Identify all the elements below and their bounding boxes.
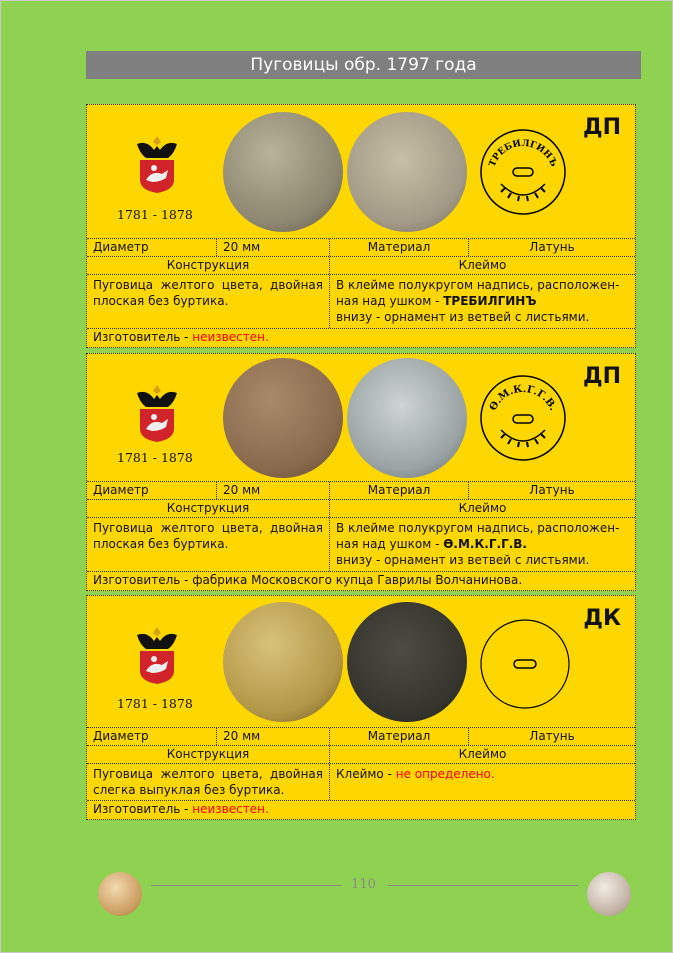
coin-front-photo xyxy=(223,602,343,722)
coin-front-photo xyxy=(223,358,343,478)
maker-label: Изготовитель - xyxy=(93,802,193,816)
material-label: Материал xyxy=(330,239,469,256)
year-range: 1781 - 1878 xyxy=(117,450,193,465)
coat-of-arms-icon xyxy=(132,623,182,685)
diameter-value: 20 мм xyxy=(217,728,330,745)
stamp-text: ТРЕБИЛГИНЪ xyxy=(487,138,559,169)
mark-header: Клеймо xyxy=(458,747,507,761)
page-title: Пуговицы обр. 1797 года xyxy=(86,51,641,79)
stamp-text: Ѳ.М.К.Г.Г.В. xyxy=(487,383,559,413)
year-range: 1781 - 1878 xyxy=(117,207,193,222)
footer-coin-right-icon xyxy=(587,872,631,916)
maker-label: Изготовитель - xyxy=(93,330,193,344)
specs-row xyxy=(87,239,635,257)
page-number: 110 xyxy=(351,877,376,892)
button-card xyxy=(86,353,636,591)
card-images xyxy=(87,105,635,239)
maker-row xyxy=(87,329,635,347)
material-label: Материал xyxy=(330,482,469,499)
coat-of-arms-icon xyxy=(132,381,182,443)
construction-text: Пуговица желтого цвета, двойная плоская без буртика. xyxy=(87,275,330,328)
footer-coin-left-icon xyxy=(98,872,142,916)
section-header-row xyxy=(87,500,635,518)
section-header-row xyxy=(87,746,635,764)
diameter-label: Диаметр xyxy=(87,239,217,256)
construction-text: Пуговица желтого цвета, двойная слегка выпуклая без буртика. xyxy=(87,764,330,800)
mark-undetermined: не определено. xyxy=(395,767,495,781)
material-label: Материал xyxy=(330,728,469,745)
section-header-row xyxy=(87,257,635,275)
coin-back-photo xyxy=(347,112,467,232)
mark-stamp-drawing xyxy=(479,618,571,710)
footer-divider xyxy=(151,885,341,886)
maker-value: фабрика Московского купца Гаврилы Волчанинова. xyxy=(192,573,523,587)
description-row xyxy=(87,275,635,329)
description-row xyxy=(87,518,635,572)
year-range: 1781 - 1878 xyxy=(117,696,193,711)
coin-back-photo xyxy=(347,602,467,722)
card-images xyxy=(87,596,635,728)
button-card xyxy=(86,104,636,348)
material-value: Латунь xyxy=(529,729,575,743)
mark-header: Клеймо xyxy=(458,258,507,272)
mark-stamp-drawing xyxy=(479,374,567,462)
material-value: Латунь xyxy=(529,483,575,497)
diameter-label: Диаметр xyxy=(87,728,217,745)
card-images xyxy=(87,354,635,482)
material-value: Латунь xyxy=(529,240,575,254)
mark-description: Клеймо - xyxy=(336,767,396,781)
mark-stamp-drawing xyxy=(479,128,567,216)
specs-row xyxy=(87,482,635,500)
mark-ornament: внизу - орнамент из ветвей с листьями. xyxy=(336,553,590,567)
coin-back-photo xyxy=(347,358,467,478)
description-row xyxy=(87,764,635,801)
footer-divider xyxy=(388,885,578,886)
maker-label: Изготовитель - xyxy=(93,573,193,587)
mark-header: Клеймо xyxy=(458,501,507,515)
construction-text: Пуговица желтого цвета, двойная плоская без буртика. xyxy=(87,518,330,571)
button-card xyxy=(86,595,636,820)
mark-description: В клейме полукругом надпись, расположен-ная над ушком - xyxy=(336,278,620,308)
maker-row xyxy=(87,801,635,819)
mark-ornament: внизу - орнамент из ветвей с листьями. xyxy=(336,310,590,324)
diameter-value: 20 мм xyxy=(217,482,330,499)
maker-row xyxy=(87,572,635,590)
construction-header: Конструкция xyxy=(87,746,330,763)
button-type-badge: ДК xyxy=(583,606,621,631)
construction-header: Конструкция xyxy=(87,257,330,274)
button-type-badge: ДП xyxy=(582,115,621,140)
mark-inscription: Ѳ.М.К.Г.Г.В. xyxy=(443,537,527,551)
coat-of-arms-icon xyxy=(132,132,182,194)
coin-front-photo xyxy=(223,112,343,232)
mark-description: В клейме полукругом надпись, расположен-ная над ушком - xyxy=(336,521,620,551)
button-type-badge: ДП xyxy=(582,364,621,389)
diameter-value: 20 мм xyxy=(217,239,330,256)
construction-header: Конструкция xyxy=(87,500,330,517)
specs-row xyxy=(87,728,635,746)
maker-value: неизвестен. xyxy=(192,802,269,816)
mark-inscription: ТРЕБИЛГИНЪ xyxy=(443,294,537,308)
maker-value: неизвестен. xyxy=(192,330,269,344)
diameter-label: Диаметр xyxy=(87,482,217,499)
